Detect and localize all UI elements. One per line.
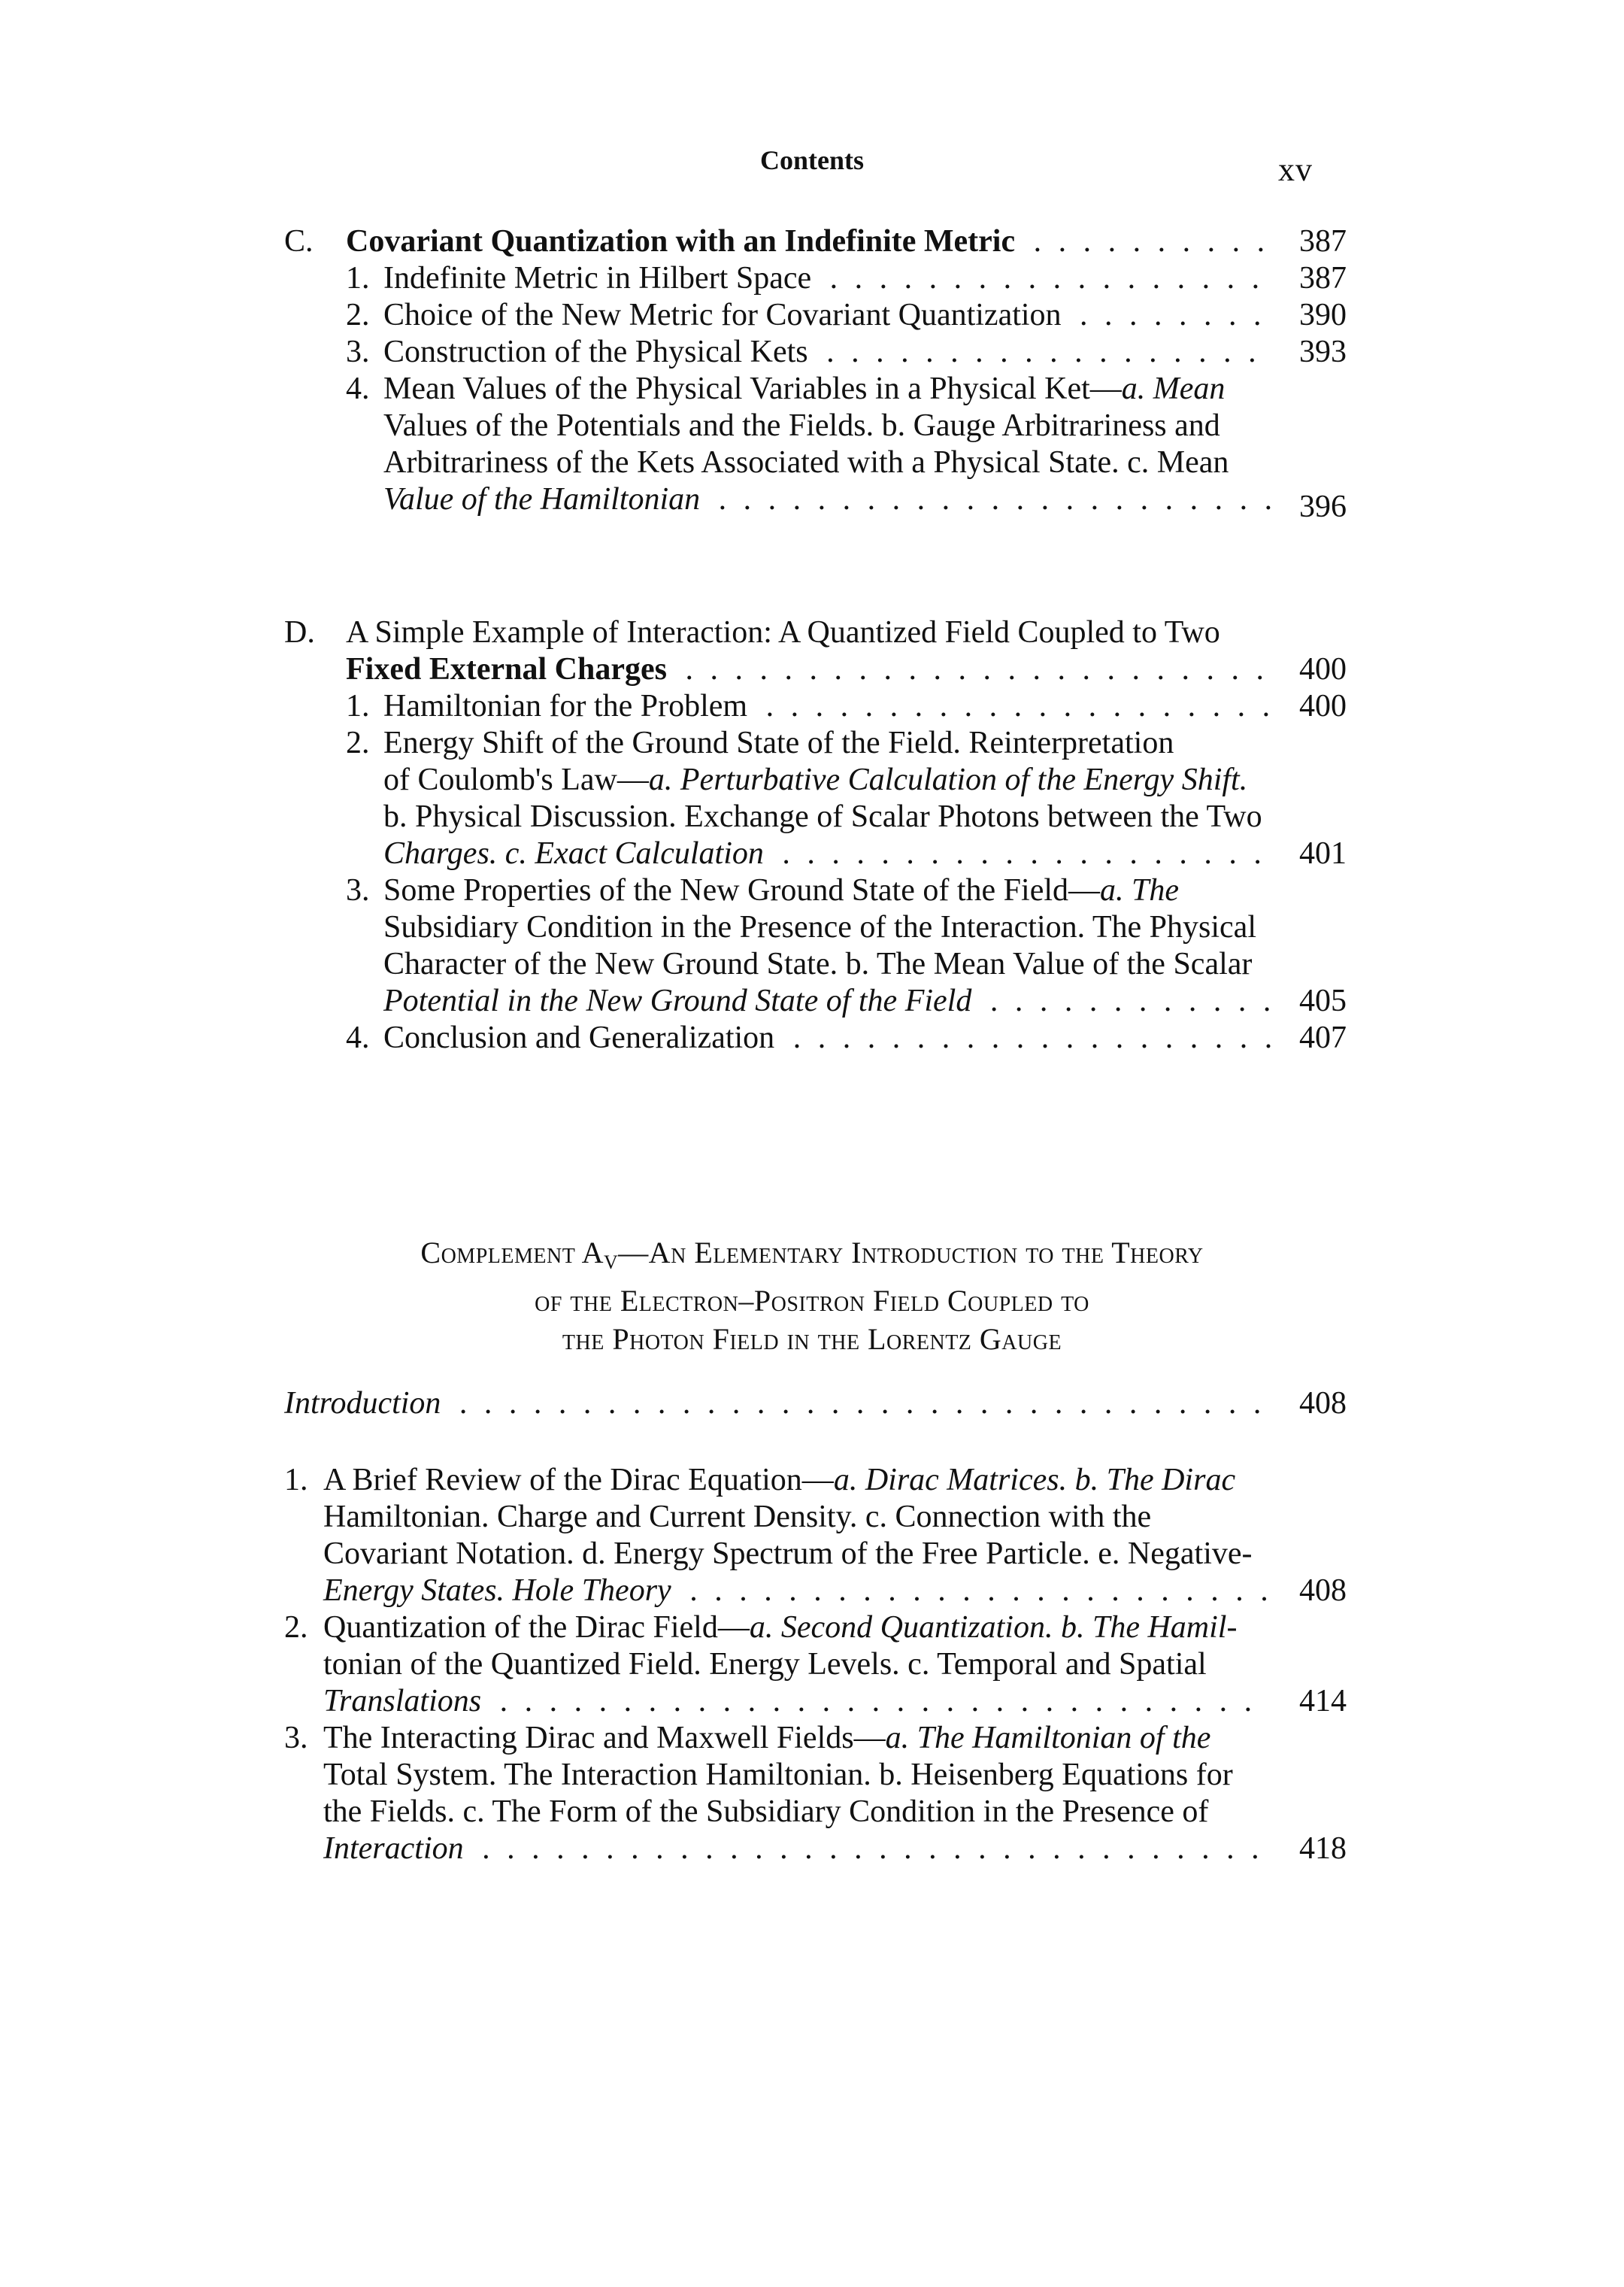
complement-title-line-1 xyxy=(286,1233,1338,1282)
complement-item-2-line-1-text: Quantization of the Dirac Field— xyxy=(323,1610,750,1645)
complement-item-1-line-3: Covariant Notation. d. Energy Spectrum of the Free Particle. e. Negative- xyxy=(323,1536,1253,1571)
section-d-title-line-2-text: Fixed External Charges xyxy=(346,652,667,687)
complement-item-1-line-1-text: A Brief Review of the Dirac Equation— xyxy=(323,1463,834,1497)
running-title: Contents xyxy=(759,145,864,175)
complement-item-3-line-1-text: The Interacting Dirac and Maxwell Fields— xyxy=(323,1721,886,1755)
section-c-item-3-page: 393 xyxy=(1299,335,1347,369)
section-d-item-2-line-4-text: Charges. c. Exact Calculation xyxy=(383,836,764,871)
section-d-item-3-num: 3. xyxy=(346,873,370,908)
complement-item-2-line-3-text: Translations xyxy=(323,1684,482,1718)
section-d-item-2-line-2-italic: a. Perturbative Calculation of the Energy Shift. xyxy=(648,763,1248,797)
section-c-item-2-page: 390 xyxy=(1299,298,1347,332)
section-c-title-row: Covariant Quantization with an Indefinite Metric . . . . . . . . . . xyxy=(346,224,1270,259)
complement-title-subscript: V xyxy=(604,1251,619,1273)
section-c-item-4-page: 396 xyxy=(1299,490,1347,524)
section-d-item-3-line-3: Character of the New Ground State. b. The Mean Value of the Scalar xyxy=(383,947,1253,981)
section-d-title-line-1: A Simple Example of Interaction: A Quantized Field Coupled to Two xyxy=(346,615,1220,650)
section-c-item-4-line-1 xyxy=(383,371,1271,408)
complement-title-prefix: Complement A xyxy=(420,1236,604,1269)
complement-item-3-line-2: Total System. The Interaction Hamiltonian. b. Heisenberg Equations for xyxy=(323,1758,1233,1792)
section-d-item-1: Hamiltonian for the Problem . . . . . . . . . . . . . . . . . . . . . xyxy=(383,689,1275,723)
complement-item-2-line-1 xyxy=(323,1609,1237,1646)
section-d-item-1-page: 400 xyxy=(1299,689,1347,723)
complement-item-1-num: 1. xyxy=(284,1463,308,1497)
complement-item-1-line-1-italic: a. Dirac Matrices. b. The Dirac xyxy=(833,1463,1236,1497)
complement-item-2-page: 414 xyxy=(1299,1684,1347,1718)
complement-item-1-page: 408 xyxy=(1299,1573,1347,1608)
section-d-item-1-num: 1. xyxy=(346,689,370,723)
section-c-item-3-num: 3. xyxy=(346,335,370,369)
section-d-item-3-line-1-text: Some Properties of the New Ground State of the Field— xyxy=(383,873,1100,908)
section-c-item-4-line-3: Arbitrariness of the Kets Associated with a Physical State. c. Mean xyxy=(383,445,1229,480)
section-d-item-3-line-1-italic: a. The xyxy=(1100,873,1179,908)
complement-item-2-line-2: tonian of the Quantized Field. Energy Levels. c. Temporal and Spatial xyxy=(323,1647,1207,1682)
section-c-item-4-line-2: Values of the Potentials and the Fields. b. Gauge Arbitrariness and xyxy=(383,408,1220,443)
section-c-item-3-text: Construction of the Physical Kets xyxy=(383,335,808,369)
section-d-item-3-line-4: Potential in the New Ground State of the Field . . . . . . . . . . . . xyxy=(383,984,1276,1018)
section-c-item-1-num: 1. xyxy=(346,261,370,296)
section-d-item-3-line-4-text: Potential in the New Ground State of the Field xyxy=(383,984,972,1018)
complement-title-rest: —An Elementary Introduction to the Theory xyxy=(618,1236,1204,1269)
complement-item-2-num: 2. xyxy=(284,1610,308,1645)
section-d-title-line-2: Fixed External Charges . . . . . . . . . . . . . . . . . . . . . . . . xyxy=(346,652,1268,687)
section-c-item-1: Indefinite Metric in Hilbert Space . . . . . . . . . . . . . . . . . . xyxy=(383,261,1265,296)
section-c-title: Covariant Quantization with an Indefinite Metric xyxy=(346,224,1016,259)
complement-item-3-line-1 xyxy=(323,1720,1210,1757)
section-c-item-2-text: Choice of the New Metric for Covariant Quantization xyxy=(383,298,1062,332)
section-c-item-2: Choice of the New Metric for Covariant Quantization . . . . . . . . xyxy=(383,298,1266,332)
section-d-item-2-line-1: Energy Shift of the Ground State of the Field. Reinterpretation xyxy=(383,726,1174,760)
complement-intro-page: 408 xyxy=(1299,1386,1347,1421)
section-d-item-4: Conclusion and Generalization . . . . . . . . . . . . . . . . . . . . xyxy=(383,1021,1277,1055)
section-d-item-2-line-4: Charges. c. Exact Calculation . . . . . . . . . . . . . . . . . . . . xyxy=(383,836,1266,871)
section-d-item-2-page: 401 xyxy=(1299,836,1347,871)
section-d-item-3-line-2: Subsidiary Condition in the Presence of the Interaction. The Physical xyxy=(383,910,1256,945)
section-c-item-4-line-1-italic: a. Mean xyxy=(1121,372,1226,406)
section-c-item-4-line-4: Value of the Hamiltonian . . . . . . . . . . . . . . . . . . . . . . . xyxy=(383,482,1277,517)
section-c-item-2-num: 2. xyxy=(346,298,370,332)
complement-item-3-line-4-text: Interaction xyxy=(323,1831,464,1866)
section-c-item-4-line-1-text: Mean Values of the Physical Variables in a Physical Ket— xyxy=(383,372,1122,406)
complement-item-1-line-2: Hamiltonian. Charge and Current Density. c. Connection with the xyxy=(323,1500,1152,1534)
complement-intro-text: Introduction xyxy=(284,1386,441,1421)
section-c-item-4-line-4-text: Value of the Hamiltonian xyxy=(383,482,701,517)
complement-item-3-line-3: the Fields. c. The Form of the Subsidiary Condition in the Presence of xyxy=(323,1794,1209,1829)
section-d-item-2-line-2-text: of Coulomb's Law— xyxy=(383,763,649,797)
page-folio: xv xyxy=(1278,151,1313,188)
section-c-item-1-page: 387 xyxy=(1299,261,1347,296)
complement-item-1-line-4-text: Energy States. Hole Theory xyxy=(323,1573,671,1608)
complement-title xyxy=(286,1233,1338,1358)
section-d-label: D. xyxy=(284,615,315,650)
section-d-item-2-line-2 xyxy=(383,762,1247,799)
section-d-item-4-text: Conclusion and Generalization xyxy=(383,1021,775,1055)
section-c-label: C. xyxy=(284,224,314,259)
complement-item-3-line-4: Interaction . . . . . . . . . . . . . . . . . . . . . . . . . . . . . . . . xyxy=(323,1831,1264,1866)
section-c-page: 387 xyxy=(1299,224,1347,259)
section-d-item-2-num: 2. xyxy=(346,726,370,760)
section-c-item-3: Construction of the Physical Kets . . . . . . . . . . . . . . . . . . xyxy=(383,335,1261,369)
complement-title-line-3: the Photon Field in the Lorentz Gauge xyxy=(562,1322,1062,1356)
section-d-item-3-line-1 xyxy=(383,872,1179,909)
complement-title-line-2: of the Electron–Positron Field Coupled to xyxy=(535,1284,1089,1318)
complement-item-1-line-4: Energy States. Hole Theory . . . . . . . . . . . . . . . . . . . . . . . . xyxy=(323,1573,1273,1608)
section-d-item-1-text: Hamiltonian for the Problem xyxy=(383,689,748,723)
section-c-item-1-text: Indefinite Metric in Hilbert Space xyxy=(383,261,812,296)
complement-item-3-num: 3. xyxy=(284,1721,308,1755)
section-d-item-4-page: 407 xyxy=(1299,1021,1347,1055)
section-d-page: 400 xyxy=(1299,652,1347,687)
complement-intro: Introduction . . . . . . . . . . . . . . . . . . . . . . . . . . . . . . . . . xyxy=(284,1386,1266,1421)
complement-item-2-line-1-italic: a. Second Quantization. b. The Hamil- xyxy=(749,1610,1238,1645)
section-d-item-3-page: 405 xyxy=(1299,984,1347,1018)
section-d-item-2-line-3: b. Physical Discussion. Exchange of Scalar Photons between the Two xyxy=(383,799,1262,834)
complement-item-3-line-1-italic: a. The Hamiltonian of the xyxy=(885,1721,1211,1755)
complement-item-3-page: 418 xyxy=(1299,1831,1347,1866)
running-head xyxy=(0,141,1624,187)
section-d-item-4-num: 4. xyxy=(346,1021,370,1055)
section-c-item-4-num: 4. xyxy=(346,372,370,406)
complement-item-2-line-3: Translations . . . . . . . . . . . . . . . . . . . . . . . . . . . . . . . xyxy=(323,1684,1257,1718)
complement-item-1-line-1 xyxy=(323,1462,1235,1499)
